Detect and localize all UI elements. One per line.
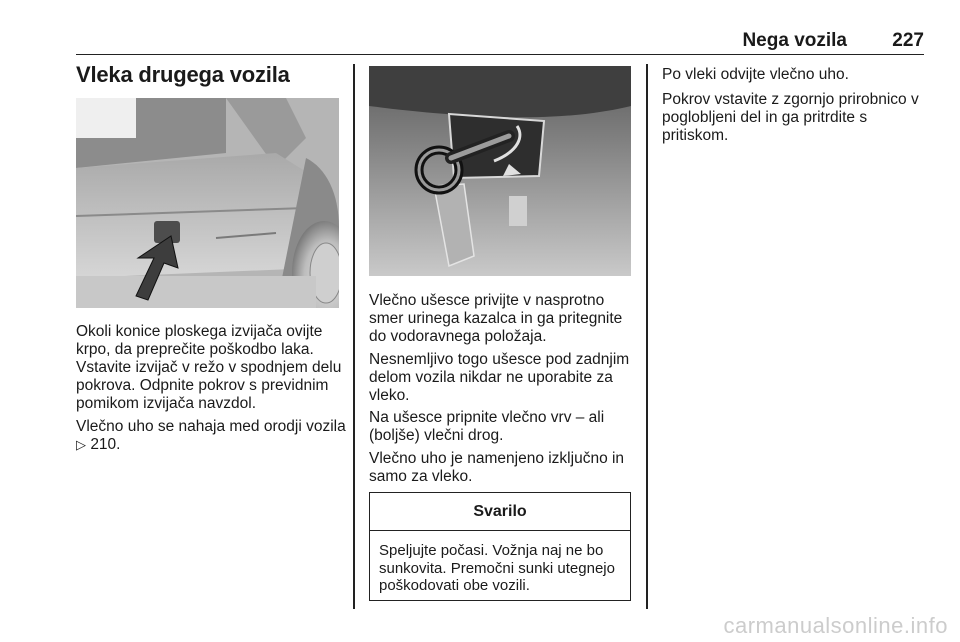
column-divider-2 — [646, 64, 648, 609]
col3-paragraph-2: Pokrov vstavite z zgornjo prirobnico v poglobljeni del in ga pritrdite s pritiskom. — [662, 91, 919, 144]
col1-paragraph-1: Okoli konice ploskega izvijača ovijte krpo, da preprečite poškodbo laka. Vstavite izvijač v režo v spodnjem delu pokrova. Odpnite pokrov s previdnim pomikom izvijača navzdol. — [76, 323, 342, 412]
page-header — [76, 30, 924, 55]
towing-eye-illustration — [369, 66, 631, 276]
warning-text: Speljujte počasi. Vožnja naj ne bo sunkovita. Premočni sunki utegnejo poškodovati obe vozili. — [379, 542, 615, 594]
col2-paragraph-2: Nesnemljivo togo ušesce pod zadnjim delom vozila nikdar ne uporabite za vleko. — [369, 351, 630, 404]
warning-separator — [370, 530, 630, 531]
figure-rear-bumper — [76, 98, 339, 308]
col2-paragraph-3: Na ušesce pripnite vlečno vrv – ali (boljše) vlečni drog. — [369, 409, 605, 444]
col3-paragraph-1: Po vleki odvijte vlečno uho. — [662, 66, 849, 83]
watermark: carmanualsonline.info — [723, 613, 948, 638]
warning-box — [369, 492, 631, 601]
col1-paragraph-2-text: Vlečno uho se nahaja med orodji vozila — [76, 418, 346, 435]
col1-paragraph-2 — [76, 418, 346, 454]
rear-bumper-illustration — [76, 98, 339, 308]
page-number: 227 — [892, 30, 924, 51]
column-divider-1 — [353, 64, 355, 609]
page-reference[interactable]: 210. — [90, 436, 121, 453]
page-heading: Vleka drugega vozila — [76, 62, 290, 87]
section-title: Nega vozila — [742, 30, 847, 51]
figure-towing-eye — [369, 66, 631, 276]
col2-paragraph-1: Vlečno ušesce privijte v nasprotno smer urinega kazalca in ga pritegnite do vodoravnega položaja. — [369, 292, 623, 345]
warning-title: Svarilo — [473, 503, 527, 520]
col2-paragraph-4: Vlečno uho je namenjeno izključno in samo za vleko. — [369, 450, 625, 485]
arrow-ref-icon: ▷ — [76, 437, 86, 452]
